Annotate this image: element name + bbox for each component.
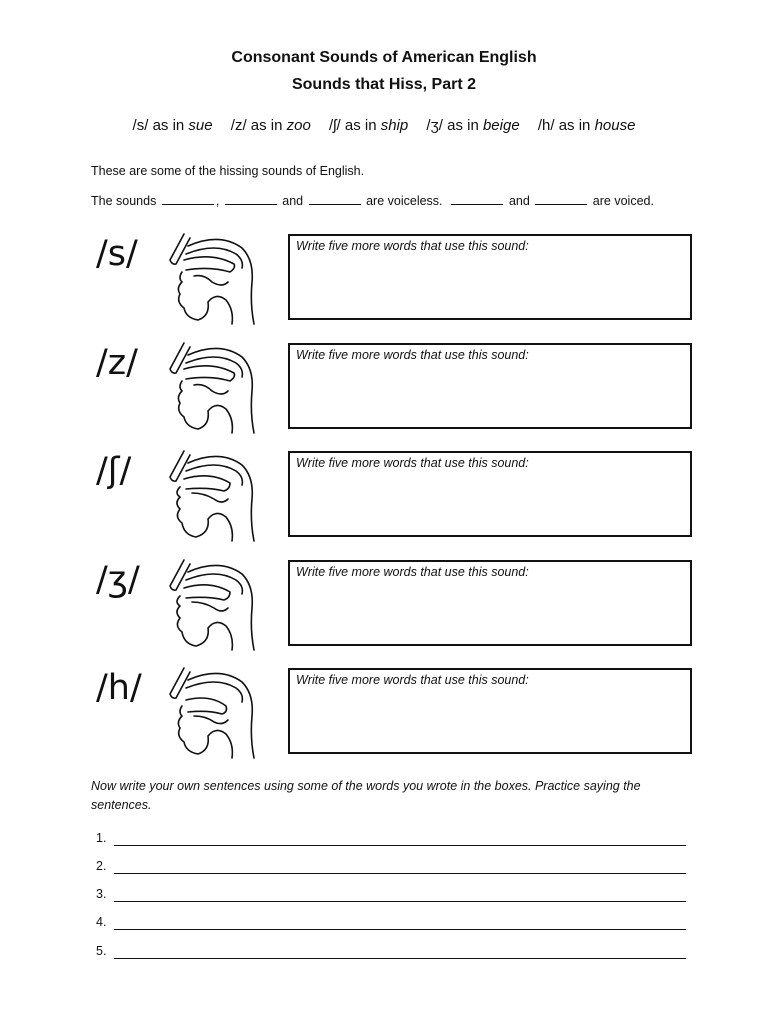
box-prompt: Write five more words that use this sound: [296,348,529,362]
sound-example: /z/ as in zoo [230,117,311,134]
mouth-diagram-icon [164,666,260,760]
answer-line[interactable] [114,845,686,846]
box-prompt: Write five more words that use this sound: [296,673,529,687]
sentence-line-3[interactable] [96,887,686,905]
sentence-instructions: Now write your own sentences using some of the words you wrote in the boxes. Practice saying the sentences. [91,779,641,812]
line-number: 2. [96,859,107,873]
blank-voiced-2[interactable] [535,193,587,205]
answer-line[interactable] [114,873,686,874]
sound-symbol: /h/ [96,668,142,708]
sentence-line-4[interactable] [96,915,686,933]
sound-symbol: /ʒ/ [96,560,140,600]
practice-row-h [0,668,768,768]
sound-example: /s/ as in sue [132,117,213,134]
box-prompt: Write five more words that use this sound: [296,456,529,470]
sound-symbol: /s/ [96,234,138,274]
box-prompt: Write five more words that use this sound: [296,239,529,253]
blank-voiceless-3[interactable] [309,193,361,205]
fill-in-sentence: The sounds , and are voiceless. and are voiced. [91,194,654,208]
box-prompt: Write five more words that use this sound: [296,565,529,579]
mouth-diagram-icon [164,558,260,652]
word-answer-box[interactable] [288,668,692,754]
sentence-line-5[interactable] [96,944,686,962]
line-number: 4. [96,915,107,929]
mouth-diagram-icon [164,449,260,543]
practice-row-s [0,234,768,334]
blank-voiceless-2[interactable] [225,193,277,205]
answer-line[interactable] [114,958,686,959]
practice-row-zh [0,560,768,660]
page-title: Consonant Sounds of American English [231,49,537,66]
sound-examples-line [0,117,768,134]
sound-example: /ʒ/ as in beige [426,117,520,134]
line-number: 1. [96,831,107,845]
sound-symbol: /ʃ/ [96,451,132,491]
practice-row-sh [0,451,768,551]
word-answer-box[interactable] [288,234,692,320]
sound-example: /ʃ/ as in ship [329,117,409,134]
sound-symbol: /z/ [96,343,138,383]
sound-example: /h/ as in house [537,117,636,134]
intro-text: These are some of the hissing sounds of English. [91,164,365,178]
blank-voiceless-1[interactable] [162,193,214,205]
line-number: 5. [96,944,107,958]
word-answer-box[interactable] [288,451,692,537]
page-subtitle: Sounds that Hiss, Part 2 [291,76,477,93]
sentence-line-1[interactable] [96,831,686,849]
word-answer-box[interactable] [288,560,692,646]
answer-line[interactable] [114,929,686,930]
blank-voiced-1[interactable] [451,193,503,205]
line-number: 3. [96,887,107,901]
practice-row-z [0,343,768,443]
mouth-diagram-icon [164,341,260,435]
mouth-diagram-icon [164,232,260,326]
sentence-line-2[interactable] [96,859,686,877]
word-answer-box[interactable] [288,343,692,429]
answer-line[interactable] [114,901,686,902]
